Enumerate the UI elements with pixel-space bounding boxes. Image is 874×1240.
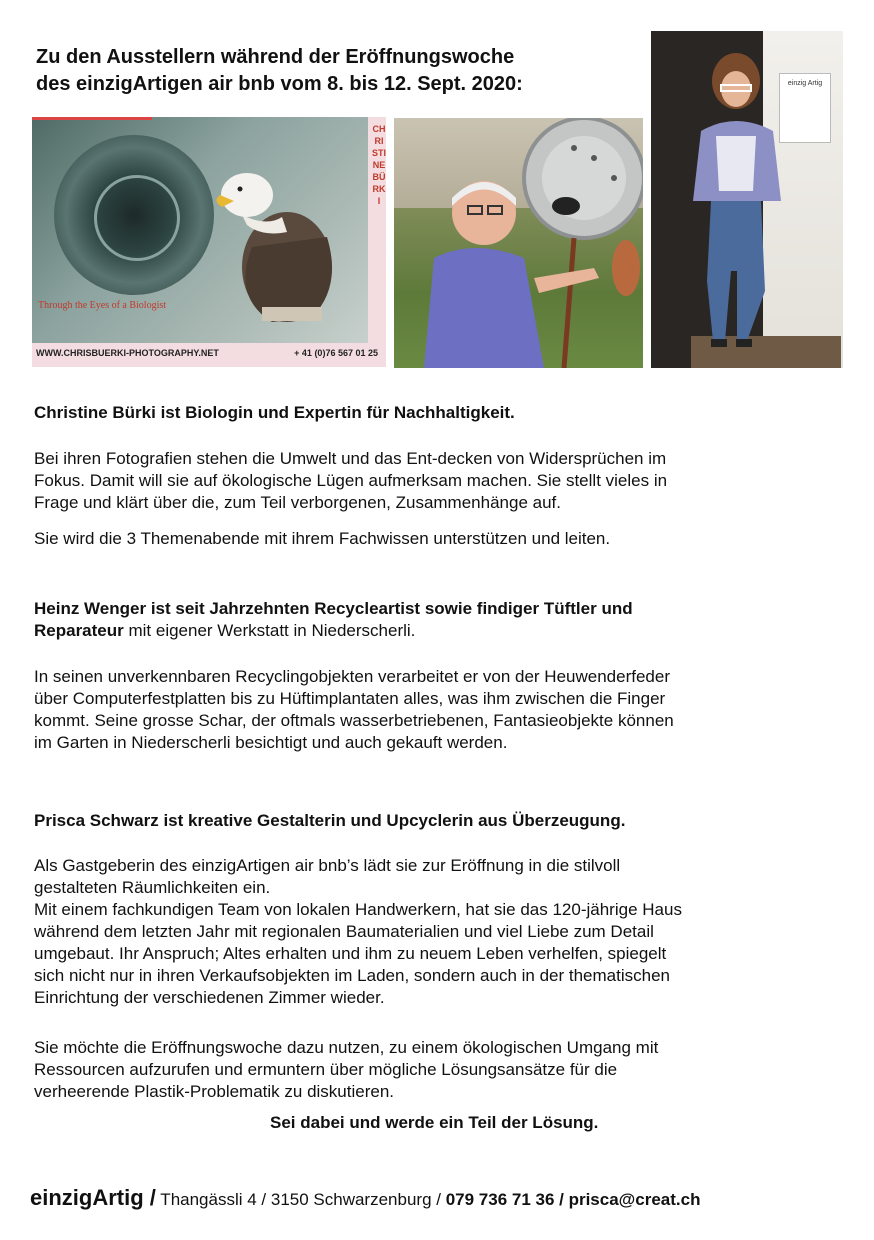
- prisca-p1-line-6: sich nicht nur in ihren Verkaufsobjekten im Laden, sondern auch in der thematischen: [34, 966, 670, 985]
- footer-phone-email: 079 736 71 36 / prisca@creat.ch: [445, 1190, 701, 1209]
- prisca-p2-line-3: verheerende Plastik-Problematik zu diskutieren.: [34, 1082, 395, 1101]
- photo-phone: + 41 (0)76 567 01 25: [294, 348, 378, 358]
- prisca-p2-line-2: Ressourcen aufzurufen und ermuntern über mögliche Lösungsansätze für die: [34, 1060, 618, 1079]
- red-accent: [32, 117, 152, 120]
- heinz-heading-bold: Reparateur: [34, 621, 124, 640]
- prisca-p1-line-5: umgebaut. Ihr Anspruch; Altes erhalten und ihm zu neuem Leben verhelfen, spiegelt: [34, 944, 667, 963]
- photo-christine-buerki: [32, 117, 386, 367]
- prisca-paragraph-1: [34, 855, 834, 1009]
- christine-p1-line-2: Fokus. Damit will sie auf ökologische Lügen aufmerksam machen. Sie stellt vieles in: [34, 471, 668, 490]
- vertical-name-text: CHRISTINE BÜRKI: [372, 124, 386, 206]
- footer-address: Thangässli 4 / 3150 Schwarzenburg /: [155, 1190, 446, 1209]
- heinz-heading-line-2: [34, 620, 834, 642]
- heinz-p1-line-4: im Garten in Niederscherli besichtigt und auch gekauft werden.: [34, 733, 508, 752]
- title-line-1: Zu den Ausstellern während der Eröffnungswoche: [36, 46, 515, 68]
- footer-contact: [30, 1184, 860, 1214]
- heinz-p1-line-3: kommt. Seine grosse Schar, der oftmals wasserbetriebenen, Fantasieobjekte können: [34, 711, 674, 730]
- closing-call-to-action: Sei dabei und werde ein Teil der Lösung.: [270, 1113, 599, 1132]
- heinz-heading-line-1: Heinz Wenger ist seit Jahrzehnten Recycleartist sowie findiger Tüftler und: [34, 599, 633, 618]
- prisca-p1-line-4: während dem letzten Jahr mit regionalen Baumaterialien und viel Liebe zum Detail: [34, 922, 654, 941]
- heinz-p1-line-2: über Computerfestplatten bis zu Hüftimplantaten alles, was ihm zwischen die Finger: [34, 689, 666, 708]
- christine-heading: Christine Bürki ist Biologin und Expertin für Nachhaltigkeit.: [34, 403, 515, 422]
- recycling-object-illustration: [394, 118, 643, 368]
- footer-brand: einzigArtig /: [30, 1185, 156, 1210]
- prisca-p1-line-2: gestalteten Räumlichkeiten ein.: [34, 878, 271, 897]
- christine-paragraph-1: [34, 448, 834, 514]
- photo-prisca-schwarz: [651, 31, 843, 368]
- prisca-p2-line-1: Sie möchte die Eröffnungswoche dazu nutzen, zu einem ökologischen Umgang mit: [34, 1038, 659, 1057]
- photo-website: WWW.CHRISBUERKI-PHOTOGRAPHY.NET: [36, 348, 219, 358]
- prisca-paragraph-2: [34, 1037, 834, 1103]
- prisca-heading: Prisca Schwarz ist kreative Gestalterin und Upcyclerin aus Überzeugung.: [34, 811, 626, 830]
- title-line-2: des einzigArtigen air bnb vom 8. bis 12. Sept. 2020:: [36, 73, 523, 95]
- page-title: [36, 44, 636, 98]
- eagle-icon: [212, 157, 352, 327]
- prisca-p1-line-1: Als Gastgeberin des einzigArtigen air bnb’s lädt sie zur Eröffnung in die stilvoll: [34, 856, 621, 875]
- shop-sign: einzig Artig: [779, 73, 831, 143]
- photo-heinz-wenger: [394, 118, 643, 368]
- lens-ring: [94, 175, 180, 261]
- heinz-paragraph-1: [34, 666, 834, 754]
- prisca-p1-line-7: Einrichtung der verschiedenen Zimmer wieder.: [34, 988, 385, 1007]
- prisca-p1-line-3: Mit einem fachkundigen Team von lokalen Handwerkern, hat sie das 120-jährige Haus: [34, 900, 682, 919]
- christine-p1-line-3: Frage und klärt über die, zum Teil verborgenen, Zusammenhänge auf.: [34, 493, 561, 512]
- heinz-p1-line-1: In seinen unverkennbaren Recyclingobjekten verarbeitet er von der Heuwenderfeder: [34, 667, 670, 686]
- christine-p1-line-1: Bei ihren Fotografien stehen die Umwelt und das Ent-decken von Widersprüchen im: [34, 449, 667, 468]
- photo-tagline: Through the Eyes of a Biologist: [38, 300, 167, 311]
- heinz-heading-rest: mit eigener Werkstatt in Niederscherli.: [123, 621, 416, 640]
- person-illustration: [681, 41, 791, 361]
- heinz-heading: [34, 598, 834, 642]
- christine-paragraph-2: Sie wird die 3 Themenabende mit ihrem Fachwissen unterstützen und leiten.: [34, 529, 611, 548]
